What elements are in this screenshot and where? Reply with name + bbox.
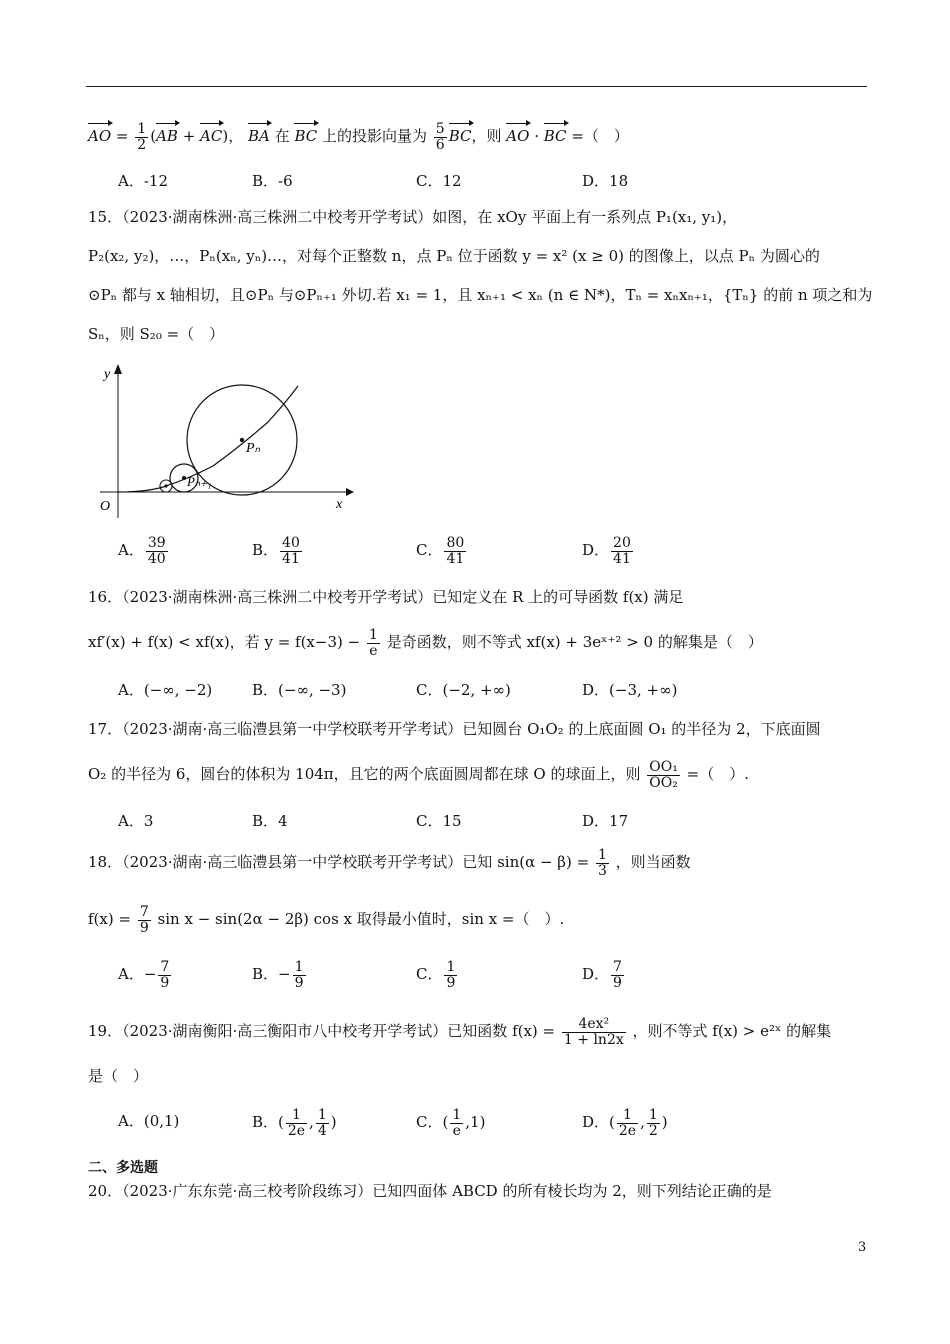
q19-line-2: 是（ ）	[88, 1067, 149, 1085]
fraction-denominator: 2e	[618, 1122, 637, 1139]
fraction-numerator: 80	[446, 535, 465, 551]
q16-option-c[interactable]: C．(−2, +∞)	[416, 681, 511, 699]
fraction-numerator: 1	[294, 959, 304, 975]
fraction-denominator: 9	[613, 974, 622, 991]
origin-label: O	[100, 499, 111, 514]
q17-line-1: 17．（2023·湖南·高三临澧县第一中学校联考开学考试）已知圆台 O₁O₂ 的上底面圆 O₁ 的半径为 2，下底面圆	[88, 720, 821, 738]
header-rule	[86, 86, 867, 87]
option-sign: −	[278, 965, 291, 984]
q17-option-d[interactable]: D．17	[582, 812, 629, 830]
fraction-five-sixths	[434, 122, 447, 152]
option-fraction	[611, 536, 633, 566]
x-axis-label: x	[336, 497, 343, 512]
fraction-denominator: 6	[435, 136, 445, 153]
q20-line-1: 20．（2023·广东东莞·高三校考阶段练习）已知四面体 ABCD 的所有棱长均为 2，则下列结论正确的是	[88, 1182, 772, 1200]
fraction-numerator: 7	[160, 959, 170, 975]
y-axis-label: y	[104, 367, 111, 382]
option-fraction	[611, 960, 624, 990]
q19-line-1	[88, 1017, 831, 1047]
vector-bc-2: BC	[449, 122, 472, 147]
option-fraction	[158, 960, 171, 990]
q14-comma: ，	[228, 127, 244, 146]
center-small-dot	[164, 484, 167, 487]
fraction-seven-ninths	[138, 905, 151, 935]
q15-figure-circles	[88, 358, 358, 518]
q14-option-a[interactable]: A．-12	[118, 172, 168, 190]
fraction-numerator: OO₁	[649, 759, 678, 775]
fraction-numerator: 1	[617, 1108, 638, 1124]
q14-options	[118, 168, 838, 194]
q17-options	[118, 808, 838, 834]
option-fraction-left	[286, 1108, 307, 1138]
option-fraction	[280, 536, 302, 566]
center-pn-dot	[240, 438, 244, 442]
q14-text-end: =（ ）	[571, 127, 629, 146]
q18-line-2a: f(x) =	[88, 910, 132, 929]
q18-line-1a: 18．（2023·湖南·高三临澧县第一中学校联考开学考试）已知 sin(α − β) =	[88, 853, 590, 872]
q14-option-c[interactable]: C．12	[416, 172, 462, 190]
fraction-numerator: 20	[613, 535, 631, 551]
option-letter: D．	[582, 541, 610, 560]
q16-line-2	[88, 628, 763, 658]
fraction-oo1-over-oo2	[647, 760, 680, 790]
fraction-denominator: 3	[597, 862, 607, 879]
option-sign: −	[143, 965, 157, 984]
option-fraction	[444, 536, 466, 566]
y-axis-arrow	[114, 364, 122, 374]
fraction-numerator: 1	[446, 959, 456, 975]
option-fraction-left	[617, 1108, 638, 1138]
fraction-denominator: 40	[147, 550, 166, 567]
fraction-denominator: 2	[648, 1122, 658, 1139]
fraction-denominator: 2	[137, 136, 147, 153]
q19-option-c[interactable]: C．( $\frac{1}{e}$ ,1)	[416, 1107, 486, 1139]
q17-option-b[interactable]: B．4	[252, 812, 288, 830]
q16-line-2b: 是奇函数，则不等式 xf(x) + 3eˣ⁺² > 0 的解集是（ ）	[386, 633, 763, 652]
vector-ac: AC	[200, 122, 222, 147]
fraction-numerator: 1	[452, 1107, 462, 1123]
fraction-denominator: 4	[317, 1122, 327, 1139]
q18-option-a[interactable]	[118, 960, 173, 990]
fraction-denominator: 9	[139, 919, 149, 936]
fraction-one-over-e	[367, 628, 380, 658]
option-fraction	[444, 960, 457, 990]
option-letter: B．	[252, 1113, 279, 1132]
fraction-numerator: 4ex²	[562, 1017, 626, 1033]
q16-option-a[interactable]: A．(−∞, −2)	[118, 681, 213, 699]
option-fraction-left	[450, 1108, 463, 1138]
q16-option-d[interactable]: D．(−3, +∞)	[582, 681, 678, 699]
fraction-numerator: 5	[435, 121, 445, 137]
option-letter: C．	[416, 1113, 443, 1132]
q14-text-on: 在	[274, 127, 290, 146]
q18-line-2	[88, 905, 564, 935]
vector-ao-2: AO	[506, 122, 529, 147]
fraction-denominator: 2e	[287, 1122, 306, 1139]
q17-option-a[interactable]: A．3	[118, 812, 154, 830]
fraction-numerator: 1	[317, 1107, 327, 1123]
q18-options	[118, 959, 838, 991]
fraction-denominator: OO₂	[649, 774, 678, 791]
q15-option-c[interactable]	[416, 536, 468, 566]
q15-line-3: ⊙Pₙ 都与 x 轴相切，且⊙Pₙ 与⊙Pₙ₊₁ 外切.若 x₁ = 1，且 xₙ₊₁ < xₙ (n ∈ N*)，Tₙ = xₙxₙ₊₁，{Tₙ} 的前 n 项之和为	[88, 286, 873, 304]
fraction-numerator: 1	[368, 627, 378, 643]
q14-text-then: ，则	[471, 127, 502, 146]
q14-text-proj: 上的投影向量为	[322, 127, 428, 146]
option-fraction	[146, 536, 168, 566]
fraction-numerator: 39	[147, 535, 166, 551]
option-fraction-right	[647, 1108, 660, 1138]
vector-ba: BA	[248, 122, 270, 147]
q15-line-2: P₂(x₂, y₂)，…，Pₙ(xₙ, yₙ)…，对每个正整数 n，点 Pₙ 位于函数 y = x² (x ≥ 0) 的图像上，以点 Pₙ 为圆心的	[88, 247, 820, 265]
q16-options	[118, 677, 838, 703]
q19-option-d[interactable]: D．( $\frac{1}{2e}$ , $\frac{1}{2}$ )	[582, 1107, 668, 1139]
option-interval: (0,1)	[143, 1112, 180, 1130]
fraction-denominator: 41	[282, 550, 300, 567]
fraction-one-third	[596, 848, 609, 878]
fraction-numerator: 40	[282, 535, 300, 551]
x-axis-arrow	[346, 488, 354, 496]
q19-line-1a: 19．（2023·湖南衡阳·高三衡阳市八中校考开学考试）已知函数 f(x) =	[88, 1022, 556, 1041]
q18-option-b[interactable]	[252, 960, 308, 990]
vector-ab: AB	[156, 122, 178, 147]
fraction-numerator: 1	[137, 121, 147, 137]
q19-options	[118, 1107, 838, 1139]
fraction-denominator: e	[452, 1122, 461, 1139]
fraction-numerator: 7	[139, 904, 149, 920]
vector-bc: BC	[294, 122, 317, 147]
option-fraction	[293, 960, 306, 990]
fraction-function	[562, 1017, 626, 1047]
q19-option-b[interactable]: B．( $\frac{1}{2e}$ , $\frac{1}{4}$ )	[252, 1107, 337, 1139]
option-letter: C．	[416, 541, 443, 560]
q15-line-1: 15．（2023·湖南株洲·高三株洲二中校考开学考试）如图，在 xOy 平面上有一系列点 P₁(x₁, y₁)，	[88, 208, 738, 226]
label-pn: Pₙ	[246, 441, 261, 456]
vector-ao: AO	[88, 122, 111, 147]
q15-line-4: Sₙ，则 S₂₀ =（ ）	[88, 325, 225, 343]
fraction-denominator: 9	[160, 974, 170, 991]
q17-line-2a: O₂ 的半径为 6，圆台的体积为 104π，且它的两个底面圆周都在球 O 的球面上，则	[88, 765, 641, 784]
q16-line-2a: xf′(x) + f(x) < xf(x)，若 y = f(x−3) −	[88, 633, 361, 652]
q14-stem: AO = $\frac{1}{2}$ (AB + AC)， BA 在 BC 上的投影向量为 $\frac{5}{6}$ BC，则 AO · BC =（ ）	[88, 121, 629, 153]
fraction-numerator: 1	[286, 1108, 307, 1124]
fraction-numerator: 1	[597, 847, 607, 863]
fraction-denominator: 41	[446, 550, 465, 567]
q15-option-b[interactable]	[252, 536, 304, 566]
option-letter: D．	[582, 1113, 610, 1132]
page-number: 3	[858, 1240, 867, 1255]
vector-bc-3: BC	[544, 122, 567, 147]
q19-line-1b: ，则不等式 f(x) > e²ˣ 的解集	[632, 1022, 832, 1041]
q18-line-1	[88, 848, 691, 878]
fraction-denominator: 1 + ln2x	[563, 1031, 624, 1048]
q15-option-d[interactable]	[582, 536, 635, 566]
q18-option-c[interactable]	[416, 960, 459, 990]
option-letter: A．	[118, 541, 144, 560]
q14-equals: =	[115, 127, 129, 146]
option-letter: D．	[582, 965, 610, 984]
q17-line-2	[88, 760, 749, 790]
q14-option-b[interactable]: B．-6	[252, 172, 293, 190]
q16-line-1: 16．（2023·湖南株洲·高三株洲二中校考开学考试）已知定义在 R 上的可导函数 f(x) 满足	[88, 588, 684, 606]
fraction-one-half	[135, 122, 148, 152]
option-letter: B．	[252, 965, 279, 984]
q17-option-c[interactable]: C．15	[416, 812, 462, 830]
label-pn-plus-1: Pₙ₊₁	[187, 474, 212, 489]
option-letter: B．	[252, 541, 279, 560]
q17-line-2b: =（ ）.	[686, 765, 749, 784]
fraction-numerator: 7	[613, 959, 622, 975]
fraction-denominator: 9	[294, 974, 304, 991]
q15-option-a[interactable]	[118, 536, 170, 566]
center-pn-plus-1-dot	[182, 476, 186, 480]
fraction-denominator: 9	[446, 974, 456, 991]
fraction-numerator: 1	[648, 1107, 658, 1123]
fraction-denominator: 41	[613, 550, 631, 567]
q15-options	[118, 535, 838, 567]
q16-option-b[interactable]: B．(−∞, −3)	[252, 681, 347, 699]
option-fraction-right	[316, 1108, 329, 1138]
q19-option-a[interactable]	[118, 1108, 179, 1134]
fraction-denominator: e	[369, 642, 378, 659]
section-heading-multiple-choice: 二、多选题	[88, 1160, 158, 1176]
q14-option-d[interactable]: D．18	[582, 172, 629, 190]
option-letter: A．	[118, 1112, 144, 1130]
option-letter: A．	[118, 965, 144, 984]
option-letter: C．	[416, 965, 443, 984]
q18-option-d[interactable]	[582, 960, 626, 990]
q18-line-1b: ，则当函数	[615, 853, 691, 872]
q18-line-2b: sin x − sin(2α − 2β) cos x 取得最小值时，sin x =（ ）.	[157, 910, 565, 929]
option-right-endpoint: 1	[470, 1113, 480, 1132]
